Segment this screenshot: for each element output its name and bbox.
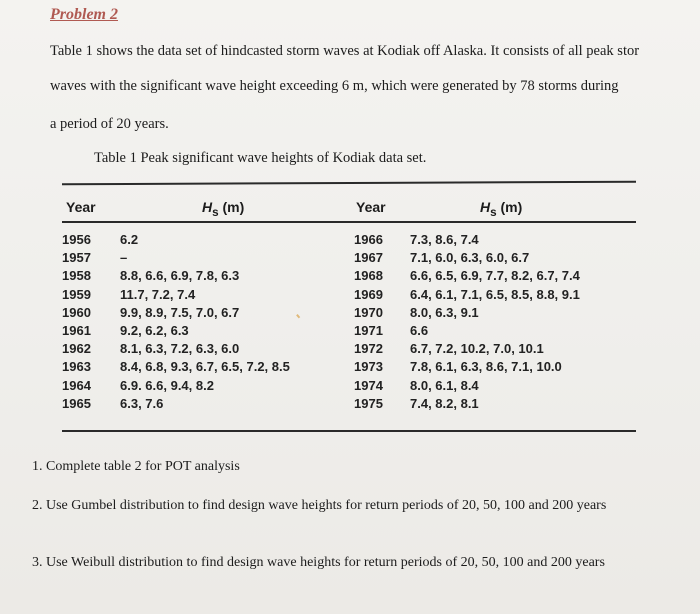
table-bottom-rule: [62, 430, 636, 432]
hs-left-cell: 9.9, 8.9, 7.5, 7.0, 6.7: [120, 304, 240, 320]
year-left-cell: 1963: [62, 359, 91, 375]
year-left-cell: 1960: [62, 304, 91, 320]
year-left-cell: 1965: [62, 395, 91, 411]
header-hs-right-unit: (m): [496, 199, 523, 215]
hs-left-cell: 6.2: [120, 232, 139, 247]
hs-right-cell: 7.3, 8.6, 7.4: [410, 232, 479, 247]
hs-left-cell: 8.8, 6.6, 6.9, 7.8, 6.3: [120, 268, 240, 284]
header-hs-right-symbol: H: [480, 199, 491, 215]
hs-left-cell: 6.3, 7.6: [120, 395, 164, 411]
hs-left-cell: 8.1, 6.3, 7.2, 6.3, 6.0: [120, 341, 240, 357]
year-right-cell: 1971: [354, 322, 383, 338]
hs-right-cell: 6.7, 7.2, 10.2, 7.0, 10.1: [410, 341, 544, 357]
problem-heading: Problem 2: [50, 6, 118, 23]
table-row: [60, 249, 640, 267]
table-row: [60, 340, 640, 358]
hs-left-cell: 11.7, 7.2, 7.4: [120, 286, 196, 302]
year-left-cell: 1957: [62, 250, 91, 266]
table-top-rule: [62, 181, 636, 186]
year-right-cell: 1972: [354, 341, 383, 357]
table-row: [60, 267, 640, 285]
hs-right-cell: 6.6: [410, 322, 429, 338]
question-2: 2. Use Gumbel distribution to find design wave heights for return periods of 20, 50, 100 and 200 years: [32, 498, 607, 513]
hs-left-cell: 9.2, 6.2, 6.3: [120, 322, 189, 338]
hs-right-cell: 6.4, 6.1, 7.1, 6.5, 8.5, 8.8, 9.1: [410, 286, 580, 302]
header-hs-right: [480, 199, 522, 219]
question-1: 1. Complete table 2 for POT analysis: [32, 459, 240, 474]
problem-paragraph-line-2: waves with the significant wave height exceeding 6 m, which were generated by 78 storms during: [50, 78, 619, 94]
table-body: [60, 231, 640, 413]
table-row: [60, 358, 640, 376]
problem-paragraph-line-1: Table 1 shows the data set of hindcasted storm waves at Kodiak off Alaska. It consists of all peak stor: [50, 43, 640, 59]
year-right-cell: 1969: [354, 286, 383, 302]
hs-left-cell: 6.9. 6.6, 9.4, 8.2: [120, 377, 214, 393]
question-3: 3. Use Weibull distribution to find design wave heights for return periods of 20, 50, 100 and 200 years: [32, 555, 605, 570]
year-right-cell: 1966: [354, 232, 383, 247]
hs-right-cell: 8.0, 6.1, 8.4: [410, 377, 479, 393]
header-hs-left-subscript: s: [212, 205, 219, 219]
hs-right-cell: 7.1, 6.0, 6.3, 6.0, 6.7: [410, 250, 530, 266]
year-left-cell: 1959: [62, 286, 91, 302]
hs-right-cell: 7.4, 8.2, 8.1: [410, 395, 479, 411]
header-hs-left: [202, 199, 244, 219]
table-header-rule: [62, 221, 636, 223]
table-row: [60, 395, 640, 413]
table-row: [60, 286, 640, 304]
table-row: [60, 304, 640, 322]
table-caption: Table 1 Peak significant wave heights of Kodiak data set.: [94, 150, 427, 166]
header-year-right: Year: [356, 199, 386, 215]
header-year-left: Year: [66, 199, 96, 215]
year-right-cell: 1975: [354, 395, 383, 411]
header-hs-left-symbol: H: [202, 199, 213, 215]
table-row: [60, 322, 640, 340]
year-left-cell: 1956: [62, 232, 91, 247]
year-left-cell: 1962: [62, 341, 91, 357]
year-right-cell: 1970: [354, 304, 383, 320]
hs-left-cell: 8.4, 6.8, 9.3, 6.7, 6.5, 7.2, 8.5: [120, 359, 290, 375]
hs-left-cell: –: [120, 250, 128, 266]
hs-right-cell: 7.8, 6.1, 6.3, 8.6, 7.1, 10.0: [410, 359, 562, 375]
header-hs-right-subscript: s: [490, 205, 497, 219]
header-hs-left-unit: (m): [218, 199, 245, 215]
problem-paragraph-line-3: a period of 20 years.: [50, 116, 169, 132]
table-row: [60, 377, 640, 395]
hs-right-cell: 6.6, 6.5, 6.9, 7.7, 8.2, 6.7, 7.4: [410, 268, 580, 284]
table-row: [60, 231, 640, 249]
hs-right-cell: 8.0, 6.3, 9.1: [410, 304, 479, 320]
year-right-cell: 1974: [354, 377, 383, 393]
year-right-cell: 1967: [354, 250, 383, 266]
year-right-cell: 1968: [354, 268, 383, 284]
year-left-cell: 1958: [62, 268, 91, 284]
year-right-cell: 1973: [354, 359, 383, 375]
year-left-cell: 1961: [62, 322, 91, 338]
year-left-cell: 1964: [62, 377, 91, 393]
